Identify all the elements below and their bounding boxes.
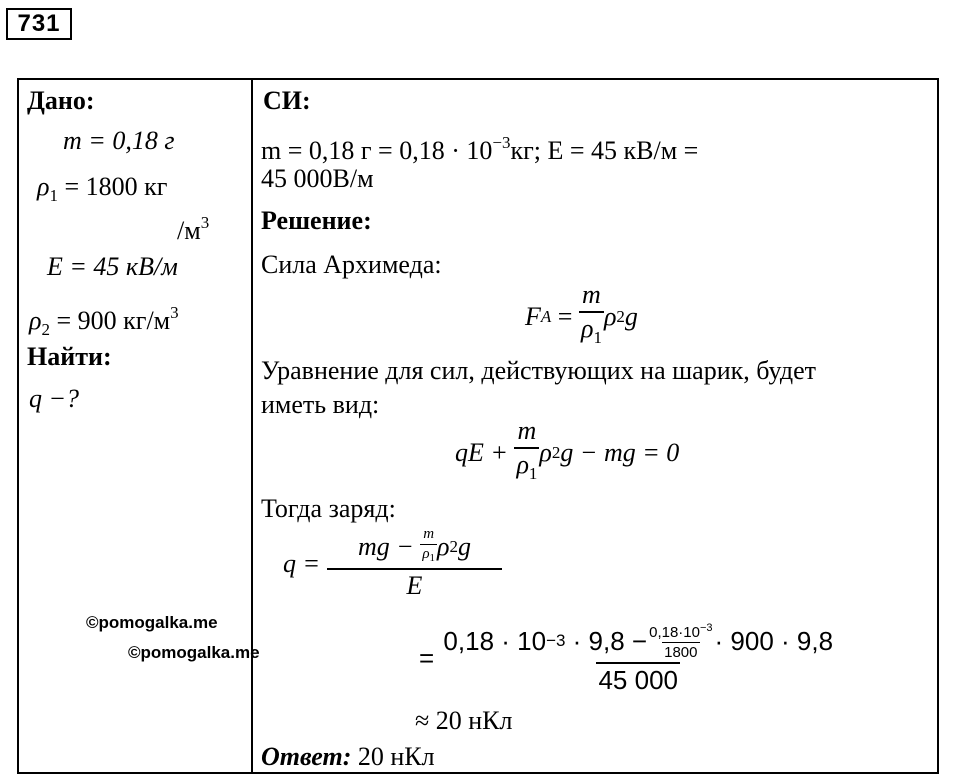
column-divider — [251, 80, 253, 772]
si-line-1 — [261, 128, 698, 166]
watermark-1: ©pomogalka.me — [86, 613, 218, 632]
find-heading: Найти: — [27, 342, 112, 371]
si-line-1-a: m = 0,18 г = 0,18 · 10 — [261, 136, 493, 165]
given-density-unit — [177, 208, 209, 246]
q-inner-den-sub: 1 — [429, 552, 436, 564]
fa-den-sub: 1 — [593, 328, 602, 347]
q-inner-fraction — [420, 526, 437, 567]
rho2-exp: 3 — [170, 303, 179, 322]
q-num-a: mg − — [357, 531, 421, 561]
fa-subscript: A — [540, 306, 552, 326]
fa-den-rho: ρ — [580, 314, 594, 343]
problem-number: 731 — [6, 8, 72, 40]
archimedes-formula — [525, 280, 638, 353]
archimedes-label: Сила Архимеда: — [261, 250, 442, 279]
q-num-g: g — [458, 531, 471, 561]
rho1-unit-exp: 3 — [200, 213, 210, 232]
equation-text-1: Уравнение для сил, действующих на шарик, будет — [261, 356, 816, 385]
given-density-ball — [37, 172, 167, 211]
eq-rho2: ρ — [539, 437, 552, 467]
fa-equals: = — [551, 301, 579, 331]
force-equation — [455, 416, 679, 489]
charge-formula — [283, 526, 502, 601]
q-inner-den — [420, 544, 437, 567]
fa-rho2: ρ — [603, 301, 617, 331]
fa-fraction — [579, 280, 604, 353]
calc-inner-den: 1800 — [664, 644, 698, 661]
solution-table — [17, 78, 939, 774]
fa-symbol: F — [525, 301, 541, 331]
si-line-1-exp: −3 — [492, 133, 511, 152]
equation-text-2: иметь вид: — [261, 390, 380, 419]
eq-right: g − mg = 0 — [560, 437, 680, 467]
q-num-rho-sub: 2 — [449, 536, 458, 556]
rho1-subscript: 1 — [49, 186, 58, 205]
calc-inner-num — [647, 620, 714, 642]
fa-numerator: m — [582, 280, 601, 309]
calculation — [419, 620, 835, 695]
q-denominator: E — [327, 568, 503, 601]
calc-fraction — [441, 620, 835, 695]
calc-num-c: · 900 · 9,8 — [714, 625, 834, 656]
calc-numerator — [441, 620, 835, 662]
rho2-symbol: ρ — [29, 306, 42, 335]
si-line-1-b: кг; E = 45 кВ/м = — [510, 136, 699, 165]
calc-num-exp: −3 — [546, 630, 566, 650]
solution-heading: Решение: — [261, 206, 372, 235]
calc-denominator: 45 000 — [596, 662, 680, 695]
q-fraction — [327, 526, 503, 601]
si-heading: СИ: — [263, 86, 311, 115]
fa-rho2-sub: 2 — [616, 306, 625, 326]
q-inner-den-rho: ρ — [422, 546, 430, 562]
calc-inner-fraction — [647, 620, 714, 661]
calc-equals: = — [419, 642, 442, 673]
rho2-value: = 900 кг/м — [49, 306, 171, 335]
eq-fraction — [514, 416, 539, 489]
eq-rho2-sub: 2 — [551, 442, 561, 462]
answer-label: Ответ: — [261, 742, 352, 771]
rho1-symbol: ρ — [37, 172, 50, 201]
eq-denominator — [514, 447, 539, 489]
q-num-rho: ρ — [437, 531, 450, 561]
q-left: q = — [283, 548, 327, 578]
rho1-unit: /м — [177, 216, 201, 245]
approx-result: ≈ 20 нКл — [415, 706, 513, 735]
fa-g: g — [624, 301, 638, 331]
find-value: q −? — [29, 384, 80, 413]
calc-num-a: 0,18 · 10 — [443, 625, 547, 656]
q-inner-num: m — [423, 526, 435, 542]
rho1-value: = 1800 кг — [57, 172, 168, 201]
given-mass: m = 0,18 г — [63, 126, 175, 155]
si-line-2: 45 000В/м — [261, 164, 374, 193]
charge-label: Тогда заряд: — [261, 494, 396, 523]
eq-numerator: m — [517, 416, 537, 445]
eq-left: qE + — [455, 437, 515, 467]
answer-value: 20 нКл — [351, 742, 435, 771]
calc-inner-num-text: 0,18·10 — [649, 624, 700, 641]
calc-inner-num-exp: −3 — [699, 622, 713, 634]
given-density-liquid — [29, 298, 179, 345]
rho2-subscript: 2 — [41, 320, 50, 339]
fa-denominator — [579, 311, 604, 353]
watermark-2: ©pomogalka.me — [128, 643, 260, 662]
given-heading: Дано: — [27, 86, 95, 115]
given-field: E = 45 кВ/м — [47, 252, 178, 281]
eq-den-rho: ρ — [516, 450, 529, 479]
answer-line — [261, 742, 435, 772]
eq-den-sub: 1 — [528, 464, 538, 483]
calc-num-b: · 9,8 − — [565, 625, 648, 656]
q-numerator — [356, 526, 473, 568]
